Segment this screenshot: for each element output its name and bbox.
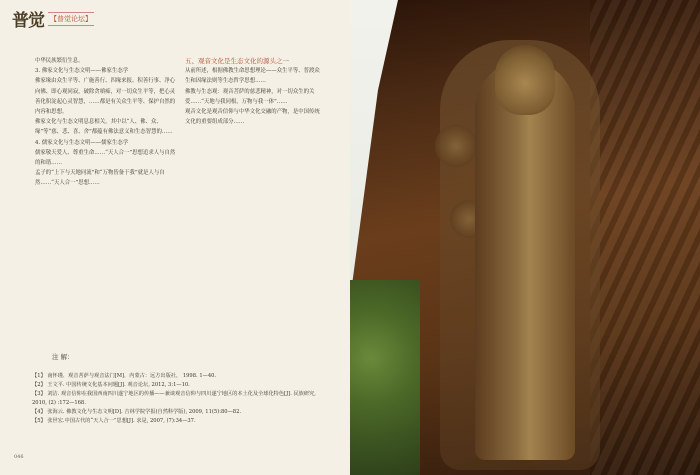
buddha-statue-photo [350, 0, 700, 475]
section-tag: 【普觉论坛】 [48, 12, 94, 26]
paragraph: 儒家敬天爱人、尊重生命……“天人合一”思想追求人与自然的和谐…… [35, 149, 176, 167]
section-title: 五、观音文化是生态文化的源头之一 [185, 57, 289, 65]
paragraph: 佛教与生态观：观音菩萨的慈悲精神，对一切众生的关爱……“天地与我同根，万物与我一体”…… [185, 88, 315, 105]
paragraph: 4. 儒家文化与生态文明——儒家生态学 [35, 139, 129, 146]
note-item: 【1】 南怀瑾．观音菩萨与观音法门[M]．内蒙古：远方出版社， 1998. 1—40. [32, 373, 217, 379]
rock-texture [590, 0, 700, 475]
greenery [350, 280, 420, 475]
note-item: 【5】 张世宏.中国古代的“天人合一”思想[J]. 求是, 2007, (7):34—37. [32, 418, 196, 424]
note-item: 【4】 张海云. 佛教文化与生态文明[D]. 吉林学院学报(自然科学版), 2009, 11(5):80—82. [32, 409, 242, 415]
statue-body [475, 60, 575, 460]
note-item: 【3】 刘洁. 观音信仰在我国西南四川遂宁地区的传播——兼谈观音信仰与四川遂宁地区的本土化及全球化特色[J]. 民族研究, 2010, (2) :172—168. [32, 391, 316, 406]
notes-list [32, 372, 332, 426]
small-buddha-relief [435, 125, 477, 167]
page-header [12, 6, 94, 31]
paragraph: 观音文化是观音信仰与中华文化交融的产物，是中国传统文化的重要组成部分…… [185, 109, 320, 126]
logo: 普觉 [12, 11, 44, 31]
paragraph: 佛家缘由众生平等、广施善行、四缘来报、积善行事、净心向佛、即心观同寂，破除贪嗔痴，对一切众生平等，把心灵善化积淀起心灵智慧，……都是有关众生平等、保护自然的内容和思想。 [35, 78, 176, 116]
statue-head [495, 45, 555, 115]
paragraph: 3. 佛家文化与生态文明——佛家生态学 [35, 68, 129, 75]
note-item: 【2】 王文平. 中国传统文化基本问题[J]. 观音论坛, 2012, 3:1—10. [32, 382, 190, 388]
paragraph: 从前所述，根据佛教生命思想理论——众生平等、普渡众生和因缘法则等生态哲学思想…… [185, 68, 320, 85]
right-text-column [185, 56, 325, 127]
page-number: 046 [14, 454, 24, 460]
paragraph: 佛家文化与生态文明息息相关，其中以“人、佛、众、缘”等“慈、悲、喜、舍”都蕴有佛法意义和生态智慧的…… [35, 119, 173, 136]
paragraph: 孟子的“上下与天地同流”和“万物皆备于我”就是人与自然……“天人合一”思想…… [35, 170, 165, 187]
left-text-column [35, 56, 179, 189]
paragraph: 中华民族繁衍生息。 [35, 58, 84, 64]
notes-title: 注 解： [52, 353, 74, 361]
